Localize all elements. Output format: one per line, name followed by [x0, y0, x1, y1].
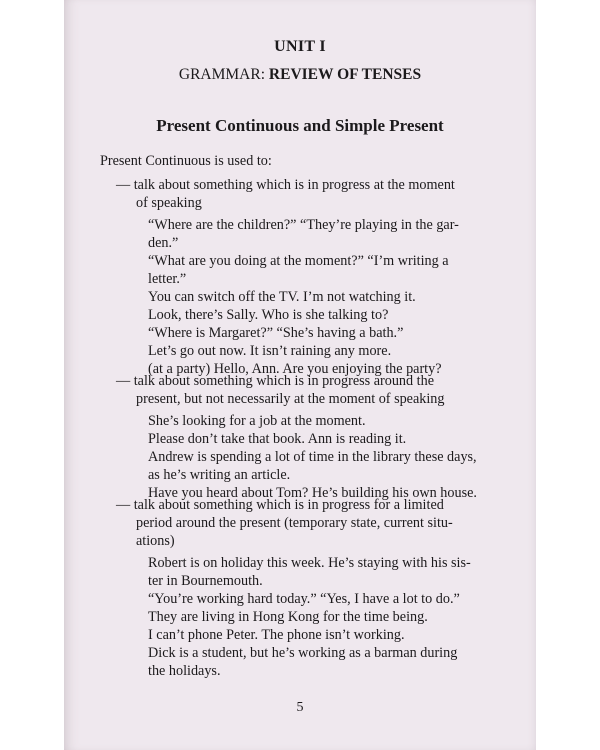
examples-block-3	[148, 554, 508, 680]
example-line: den.”	[148, 235, 179, 251]
bullet-line: — talk about something which is in progress around the	[116, 373, 434, 389]
grammar-topic: REVIEW OF TENSES	[268, 66, 422, 83]
example-line: Robert is on holiday this week. He’s staying with his sis-	[148, 555, 471, 571]
example-line: (at a party) Hello, Ann. Are you enjoying the party?	[148, 361, 442, 377]
example-line: Andrew is spending a lot of time in the library these days,	[148, 449, 477, 465]
grammar-prefix: GRAMMAR:	[178, 66, 269, 83]
example-line: They are living in Hong Kong for the time being.	[148, 609, 428, 625]
example-line: “Where is Margaret?” “She’s having a bath.”	[148, 325, 404, 341]
example-line: Have you heard about Tom? He’s building his own house.	[148, 485, 477, 501]
example-line: ter in Bournemouth.	[148, 573, 263, 589]
section-title: Present Continuous and Simple Present	[156, 116, 444, 135]
example-line: Please don’t take that book. Ann is reading it.	[148, 431, 407, 447]
example-line: as he’s writing an article.	[148, 467, 291, 483]
bullet-line: — talk about something which is in progress for a limited	[116, 497, 444, 513]
example-line: I can’t phone Peter. The phone isn’t working.	[148, 627, 405, 643]
bullet-line: of speaking	[136, 195, 202, 211]
bullet-line: present, but not necessarily at the moment of speaking	[136, 391, 445, 407]
example-line: “You’re working hard today.” “Yes, I have a lot to do.”	[148, 591, 460, 607]
bullet-line: period around the present (temporary state, current situ-	[136, 515, 453, 531]
example-line: letter.”	[148, 271, 187, 287]
grammar-title	[64, 66, 536, 84]
example-line: Let’s go out now. It isn’t raining any more.	[148, 343, 392, 359]
example-line: “What are you doing at the moment?” “I’m writing a	[148, 253, 449, 269]
usage-bullet-1	[116, 176, 506, 212]
book-page	[64, 0, 536, 750]
examples-block-2	[148, 412, 508, 502]
example-line: You can switch off the TV. I’m not watching it.	[148, 289, 416, 305]
example-line: She’s looking for a job at the moment.	[148, 413, 366, 429]
examples-block-1	[148, 216, 508, 378]
usage-bullet-3	[116, 496, 506, 550]
example-line: Look, there’s Sally. Who is she talking to?	[148, 307, 389, 323]
page-number: 5	[296, 700, 304, 715]
unit-title: UNIT I	[274, 38, 326, 55]
intro-text: Present Continuous is used to:	[100, 153, 272, 169]
usage-bullet-2	[116, 372, 506, 408]
bullet-line: — talk about something which is in progress at the moment	[116, 177, 455, 193]
bullet-line: ations)	[136, 533, 175, 549]
example-line: the holidays.	[148, 663, 221, 679]
example-line: Dick is a student, but he’s working as a barman during	[148, 645, 458, 661]
example-line: “Where are the children?” “They’re playing in the gar-	[148, 217, 459, 233]
